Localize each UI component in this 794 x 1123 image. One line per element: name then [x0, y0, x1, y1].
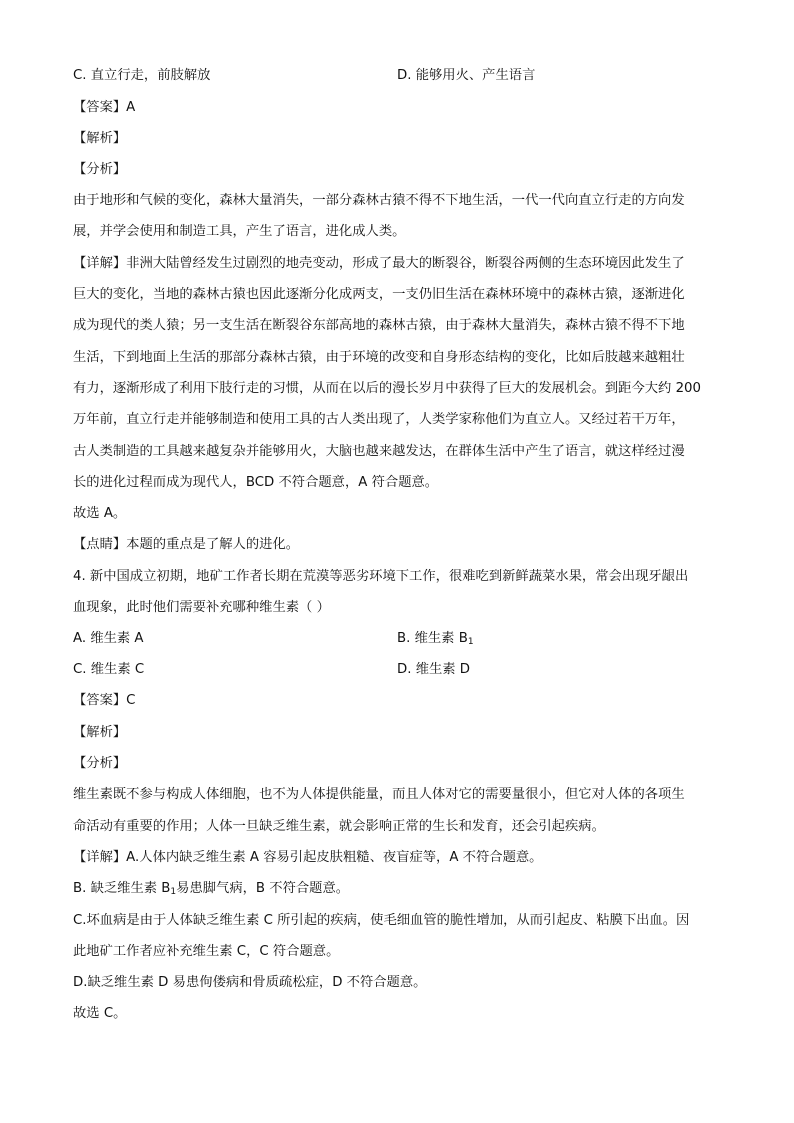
q4-detail-b-subscript: 1 [170, 887, 177, 897]
q4-option-c: C. 维生素 C [73, 662, 145, 677]
q3-analysis-line: 由于地形和气候的变化，森林大量消失，一部分森林古猿不得不下地生活，一代一代向直立行走的方向发 [73, 193, 685, 208]
q3-option-d: D. 能够用火、产生语言 [397, 68, 536, 83]
q3-detail-line: 长的进化过程而成为现代人，BCD 不符合题意，A 符合题意。 [73, 475, 439, 490]
q3-detail-line: 生活，下到地面上生活的那部分森林古猿，由于环境的改变和自身形态结构的变化，比如后肢越来越粗壮 [73, 350, 685, 365]
q3-detail-line: 成为现代的类人猿；另一支生活在断裂谷东部高地的森林古猿，由于森林大量消失，森林古猿不得不下地 [73, 318, 685, 333]
q4-detail-b [73, 879, 723, 899]
q3-detail-line: 【详解】非洲大陆曾经发生过剧烈的地壳变动，形成了最大的断裂谷，断裂谷两侧的生态环境因此发生了 [73, 256, 685, 271]
q4-stem-line: 4. 新中国成立初期，地矿工作者长期在荒漠等恶劣环境下工作，很难吃到新鲜蔬菜水果，常会出现牙龈出 [73, 569, 689, 584]
q4-analysis-line: 维生素既不参与构成人体细胞，也不为人体提供能量，而且人体对它的需要量很小，但它对人体的各项生 [73, 787, 685, 802]
q3-detail-line: 有力，逐渐形成了利用下肢行走的习惯，从而在以后的漫长岁月中获得了巨大的发展机会。到距今大约 200 [73, 381, 701, 396]
q4-detail-c-line: C.坏血病是由于人体缺乏维生素 C 所引起的疾病，使毛细血管的脆性增加，从而引起皮、粘膜下出血。因 [73, 913, 690, 928]
q3-jiexi-label: 【解析】 [73, 131, 127, 146]
q4-detail-b-post: 易患脚气病，B 不符合题意。 [176, 881, 350, 896]
q4-detail-d: D.缺乏维生素 D 易患佝偻病和骨质疏松症，D 不符合题意。 [73, 975, 427, 990]
q3-choose: 故选 A。 [73, 506, 127, 521]
q3-analysis-line: 展，并学会使用和制造工具，产生了语言，进化成人类。 [73, 224, 406, 239]
q4-detail-b-pre: B. 缺乏维生素 B [73, 881, 171, 896]
q4-stem-line: 血现象，此时他们需要补充哪种维生素（ ） [73, 600, 330, 615]
q3-detail-line: 古人类制造的工具越来越复杂并能够用火，大脑也越来越发达，在群体生活中产生了语言，就这样经过漫 [73, 444, 685, 459]
q4-answer: 【答案】C [73, 693, 136, 708]
q4-fenxi-label: 【分析】 [73, 756, 127, 771]
q4-option-b [397, 629, 474, 649]
q4-detail-a: 【详解】A.人体内缺乏维生素 A 容易引起皮肤粗糙、夜盲症等，A 不符合题意。 [73, 850, 543, 865]
q3-detail-line: 巨大的变化，当地的森林古猿也因此逐渐分化成两支，一支仍旧生活在森林环境中的森林古猿，逐渐进化 [73, 287, 685, 302]
q3-answer: 【答案】A [73, 100, 136, 115]
q3-option-c: C. 直立行走，前肢解放 [73, 68, 211, 83]
q3-detail-line: 万年前，直立行走并能够制造和使用工具的古人类出现了，人类学家称他们为直立人。又经过若干万年， [73, 412, 685, 427]
q4-detail-c-line: 此地矿工作者应补充维生素 C，C 符合题意。 [73, 944, 340, 959]
q3-dianjing: 【点睛】本题的重点是了解人的进化。 [73, 537, 300, 552]
q4-option-b-text: B. 维生素 B [397, 631, 468, 646]
q4-option-b-subscript: 1 [467, 637, 474, 647]
q4-analysis-line: 命活动有重要的作用；人体一旦缺乏维生素，就会影响正常的生长和发育，还会引起疾病。 [73, 819, 605, 834]
q4-jiexi-label: 【解析】 [73, 725, 127, 740]
q4-option-d: D. 维生素 D [397, 662, 471, 677]
q3-fenxi-label: 【分析】 [73, 162, 127, 177]
q4-option-a: A. 维生素 A [73, 631, 144, 646]
q4-choose: 故选 C。 [73, 1006, 127, 1021]
